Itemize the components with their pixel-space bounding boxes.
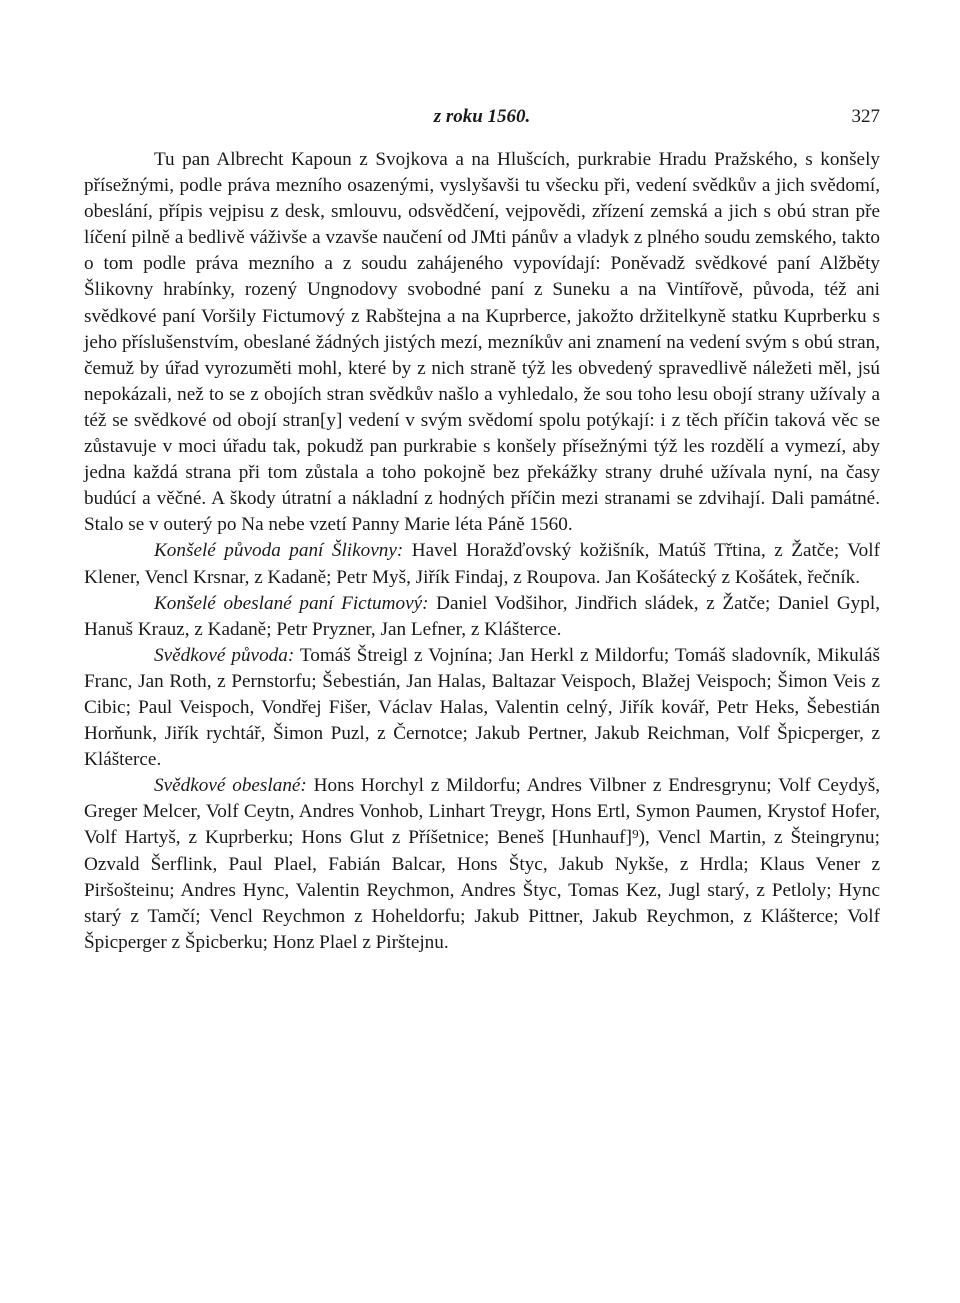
councillors-plaintiff-paragraph: [84, 538, 880, 590]
councillors-defendant-paragraph: [84, 591, 880, 643]
witnesses-defendant-label: Svědkové obeslané:: [154, 775, 307, 797]
councillors-plaintiff-label: Konšelé původa paní Šlikovny:: [154, 540, 404, 562]
councillors-defendant-label: Konšelé obeslané paní Fictumový:: [154, 592, 429, 614]
body-text: [84, 147, 880, 956]
page-header: [84, 106, 880, 132]
witnesses-plaintiff-names: Tomáš Štreigl z Vojnína; Jan Herkl z Mildorfu; Tomáš sladovník, Mikuláš Franc, Jan Roth, z Pernstorfu; Šebestián, Jan Halas, Baltazar Veispoch, Blažej Veispoch; Šimon Veis z Cibic; Paul Veispoch, Vondřej Fišer, Václav Halas, Valentin celný, Jiřík kovář, Petr Heks, Šebestián Horňunk, Jiřík rychtář, Šimon Puzl, z Černotce; Jakub Pertner, Jakub Reichman, Volf Špicperger, z Klášterce.: [84, 644, 880, 771]
verdict-paragraph: Tu pan Albrecht Kapoun z Svojkova a na Hlušcích, purkrabie Hradu Pražského, s konšely přísežnými, podle práva mezního osazenými, vyslyšavši tu všecku při, vedení svědkův a jich svědomí, obeslání, přípis vejpisu z desk, smlouvu, odsvědčení, vejpovědi, zřízení zemská a jich s obú stran pře líčení pilně a bedlivě váživše a vzavše naučení od JMti pánův a vladyk z plného soudu zemského, takto o tom podle práva mezního a z soudu zahájeného vypovídají: Poněvadž svědkové paní Alžběty Šlikovny hrabínky, rozený Ungnodovy svobodné paní z Suneku a na Vintířově, původa, též ani svědkové paní Voršily Fictumový z Rabštejna a na Kuprberce, jakožto držitelkyně statku Kuprberku s jeho příslušenstvím, obeslané žádných jistých mezí, mezníkův ani znamení na vedení svým s obú stran, čemuž by úřad vyrozuměti mohl, které by z nich straně týž les obvedený spravedlivě náležeti měl, jsú nepokázali, než to se z obojích stran svědkův našlo a vyhledalo, že sou toho lesu obojí strany užívaly a též se svědkové od obojí stran[y] vedení v svým svědomí spolu potýkají: i z těch příčin taková věc se zůstavuje v moci úřadu tak, pokudž pan purkrabie s konšely přísežnými týž les rozdělí a vymezí, aby jedna každá strana při tom zůstala a toho pokojně bez překážky strany druhé užívala nyní, na časy budúcí a věčné. A škody útratní a nákladní z hodných příčin mezi stranami se zdvihají. Dali památné. Stalo se v outerý po Na nebe vzetí Panny Marie léta Páně 1560.: [84, 149, 880, 536]
page-number: 327: [851, 106, 880, 127]
witnesses-defendant-names: Hons Horchyl z Mildorfu; Andres Vilbner z Endresgrynu; Volf Ceydyš, Greger Melcer, Volf Ceytn, Andres Vonhob, Linhart Treygr, Hons Ertl, Symon Paumen, Krystof Hofer, Volf Hartyš, z Kuprberku; Hons Glut z Příšetnice; Beneš [Hunhauf]⁹), Vencl Martin, z Šteingrynu; Ozvald Šerflink, Paul Plael, Fabián Balcar, Hons Štyc, Jakub Nykše, z Hrdla; Klaus Vener z Piršošteinu; Andres Hync, Valentin Reychmon, Andres Štyc, Tomas Kez, Jugl starý, z Petloly; Hync starý z Tamčí; Vencl Reychmon z Hoheldorfu; Jakub Pittner, Jakub Reychmon, z Klášterce; Volf Špicperger z Špicberku; Honz Plael z Pirštejnu.: [84, 775, 880, 953]
councillors-plaintiff-names: Havel Horažďovský kožišník, Matúš Třtina, z Žatče; Volf Klener, Vencl Krsnar, z Kadaně; Petr Myš, Jiřík Findaj, z Roupova. Jan Košátecký z Košátek, řečník.: [84, 540, 880, 588]
witnesses-defendant-paragraph: [84, 773, 880, 956]
running-title: z roku 1560.: [433, 106, 531, 127]
councillors-defendant-names: Daniel Vodšihor, Jindřich sládek, z Žatče; Daniel Gypl, Hanuš Krauz, z Kadaně; Petr Pryzner, Jan Lefner, z Klášterce.: [84, 592, 880, 640]
witnesses-plaintiff-paragraph: [84, 643, 880, 773]
witnesses-plaintiff-label: Svědkové původa:: [154, 644, 295, 666]
